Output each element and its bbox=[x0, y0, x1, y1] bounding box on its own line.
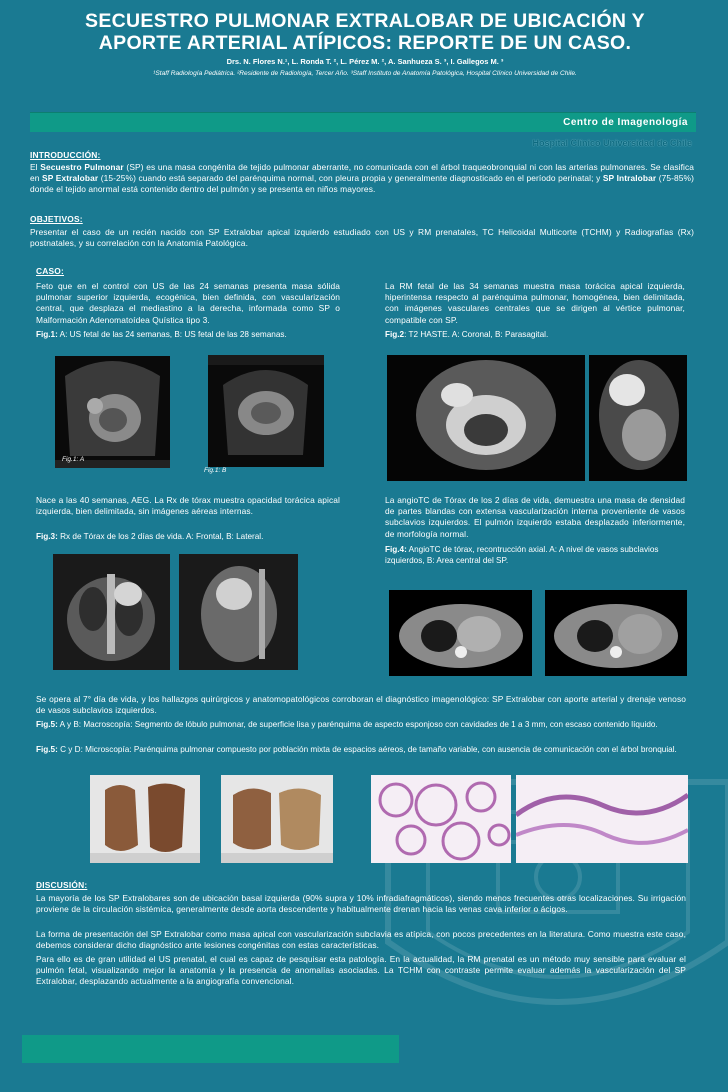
us-image-a bbox=[55, 356, 170, 468]
macro-image-b bbox=[221, 775, 333, 863]
objectives-heading: OBJETIVOS: bbox=[30, 214, 83, 224]
hospital-name: Hospital Clínico Universidad de Chile bbox=[532, 138, 692, 148]
case-p4: La angioTC de Tórax de los 2 días de vida, demuestra una masa de densidad de partes blandas con extensa vascularización interna proveniente de vasos subclavios izquierdos. El pulmón izquierdo estaba desplazado inferiormente, de morfología normal. bbox=[385, 495, 685, 539]
fig4-label: Fig.4: bbox=[385, 545, 407, 554]
macro-image-a bbox=[90, 775, 200, 863]
case-p2: La RM fetal de las 34 semanas muestra masa torácica apical izquierda, hiperintensa respecto al parénquima pulmonar, homogénea, bien delimitada, con imágenes vasculares centrales que se dirigen al vértice pulmonar, compatible con SP. bbox=[385, 281, 685, 325]
us-image-b bbox=[208, 355, 324, 467]
xray-lateral bbox=[179, 554, 298, 670]
affiliations: ¹Staff Radiología Pediátrica. ²Residente de Radiología, Tercer Año. ³Staff Instituto de Anatomía Patológica, Hospital Clínico Universidad de Chile. bbox=[153, 70, 577, 77]
micro-image-c bbox=[371, 775, 511, 863]
fig5b-caption bbox=[36, 744, 686, 755]
fig4-text: AngioTC de tórax, recontrucción axial. A: A nivel de vasos subclavios izquierdos, B: Area central del SP. bbox=[385, 545, 659, 565]
title-line-2: APORTE ARTERIAL ATÍPICOS: REPORTE DE UN CASO. bbox=[98, 32, 632, 54]
title-line-1: SECUESTRO PULMONAR EXTRALOBAR DE UBICACIÓN Y bbox=[85, 10, 645, 32]
discussion-heading: DISCUSIÓN: bbox=[36, 880, 88, 890]
xray-frontal bbox=[53, 554, 170, 670]
ct-subclavian-graphic bbox=[389, 590, 532, 676]
fig2-caption bbox=[385, 329, 685, 340]
footer-band bbox=[22, 1035, 399, 1063]
mri-parasagittal-graphic bbox=[589, 355, 687, 481]
fig3-text: Rx de Tórax de los 2 días de vida. A: Frontal, B: Lateral. bbox=[57, 532, 264, 541]
ct-image-b bbox=[545, 590, 687, 676]
intro-heading: INTRODUCCIÓN: bbox=[30, 150, 101, 160]
intro-b2: SP Extralobar bbox=[42, 173, 99, 184]
intro-t2: (SP) es una masa congénita de tejido pulmonar aberrante, no comunicada con el árbol traqueobronquial ni con las arterias pulmonares. Se clasifica en bbox=[30, 162, 695, 184]
macroscopy-a-graphic bbox=[90, 775, 200, 863]
objectives-text: Presentar el caso de un recién nacido con SP Extralobar apical izquierdo estudiado con US y RM prenatales, TC Helicoidal Multicorte (TCHM) y Radiografías (Rx) postnatales, y su correlación con la Anatomía Patológica. bbox=[30, 227, 694, 249]
center-label: Centro de Imagenología bbox=[563, 117, 688, 128]
discussion-p3: Para ello es de gran utilidad el US prenatal, el cual es capaz de pesquisar esta patología. En la actualidad, la RM prenatal es un método muy sensible para evaluar el pulmón fetal, visualizando mejor la anatomía y la presencia de anomalías asociadas. La TCHM con contraste permite evaluar además la vascularización del SP Extralobar, desplazando actualmente a la angiografía convencional. bbox=[36, 954, 686, 987]
intro-b1: Secuestro Pulmonar bbox=[40, 162, 124, 172]
img1a-label: Fig.1: A bbox=[62, 456, 85, 463]
microscopy-c-graphic bbox=[371, 775, 511, 863]
fig5b-label: Fig.5: bbox=[36, 745, 58, 754]
case-heading: CASO: bbox=[36, 266, 64, 276]
discussion-p1: La mayoría de los SP Extralobares son de ubicación basal izquierda (90% supra y 10% infradiafragmáticos), siendo menos frecuentes otras localizaciones. Su irrigación proviene de la circulación sistémica, generalmente desde aorta descendente y habitualmente drenan hacia las venas cava inferior o ácigos. bbox=[36, 893, 686, 915]
intro-b3: SP Intralobar bbox=[602, 173, 657, 184]
fig5a-caption bbox=[36, 719, 686, 730]
micro-image-d bbox=[516, 775, 688, 863]
intro-t4: (75-85%) donde el tejido anormal está contenido dentro del pulmón y se presenta en niños mayores. bbox=[30, 173, 694, 195]
ultrasound-a-graphic bbox=[55, 356, 170, 468]
microscopy-d-graphic bbox=[516, 775, 688, 863]
img1b-label: Fig.1: B bbox=[204, 467, 227, 474]
fig5a-text: A y B: Macroscopía: Segmento de lóbulo pulmonar, de superficie lisa y parénquima de aspecto esponjoso con cavidades de 1 a 3 mm, con escaso contenido líquido. bbox=[57, 720, 658, 729]
poster-title bbox=[20, 10, 710, 54]
fig4-caption bbox=[385, 544, 685, 566]
fig1-caption bbox=[36, 329, 346, 340]
fig1-label: Fig.1: bbox=[36, 330, 58, 339]
header-band bbox=[30, 112, 696, 132]
mri-image-a bbox=[387, 355, 585, 481]
ultrasound-b-graphic bbox=[208, 355, 324, 467]
fig1-text: A: US fetal de las 24 semanas, B: US fetal de las 28 semanas. bbox=[57, 330, 287, 339]
discussion-p2: La forma de presentación del SP Extralobar como masa apical con vascularización subclavia es atípica, con pocos precedentes en la literatura. Como muestra este caso, debemos considerar dicho diagnóstico ante lesiones congénitas con estas características. bbox=[36, 929, 686, 951]
xray-lateral-graphic bbox=[179, 554, 298, 670]
fig5b-text: C y D: Microscopía: Parénquima pulmonar compuesto por población mixta de espacios aéreos, de tamaño variable, con ausencia de comunicación con el árbol bronquial. bbox=[57, 745, 677, 754]
case-p1: Feto que en el control con US de las 24 semanas presenta masa sólida pulmonar superior izquierda, ecogénica, bien definida, con vascularización central, que desplaza el mediastino a la derecha, informada como SP o Malformación Adenomatoídea Quística tipo 3. bbox=[36, 281, 340, 325]
mri-coronal-graphic bbox=[387, 355, 585, 481]
fig2-text: : T2 HASTE. A: Coronal, B: Parasagital. bbox=[404, 330, 549, 339]
case-p3: Nace a las 40 semanas, AEG. La Rx de tórax muestra opacidad torácica apical izquierda, bien delimitada, sin imágenes aéreas internas. bbox=[36, 495, 340, 517]
intro-t3: (15-25%) cuando está separado del parénquima normal, con pleura propia y generalmente diagnosticado en el período perinatal; y bbox=[98, 173, 603, 184]
fig2-label: Fig.2 bbox=[385, 330, 405, 339]
fig3-label: Fig.3: bbox=[36, 532, 58, 541]
mri-image-b bbox=[589, 355, 687, 481]
case-p5: Se opera al 7° día de vida, y los hallazgos quirúrgicos y anatomopatológicos corroboran el diagnóstico imagenológico: SP Extralobar con aporte arterial y drenaje venoso de vasos subclavios izquierdos. bbox=[36, 694, 686, 716]
ct-central-graphic bbox=[545, 590, 687, 676]
fig5a-label: Fig.5: bbox=[36, 720, 58, 729]
fig3-caption bbox=[36, 531, 346, 542]
authors: Drs. N. Flores N.¹, L. Ronda T. ², L. Pérez M. ², A. Sanhueza S. ³, I. Gallegos M. ³ bbox=[226, 57, 504, 66]
xray-frontal-graphic bbox=[53, 554, 170, 670]
intro-text bbox=[30, 162, 694, 196]
intro-t1: El bbox=[30, 162, 41, 172]
ct-image-a bbox=[389, 590, 532, 676]
macroscopy-b-graphic bbox=[221, 775, 333, 863]
